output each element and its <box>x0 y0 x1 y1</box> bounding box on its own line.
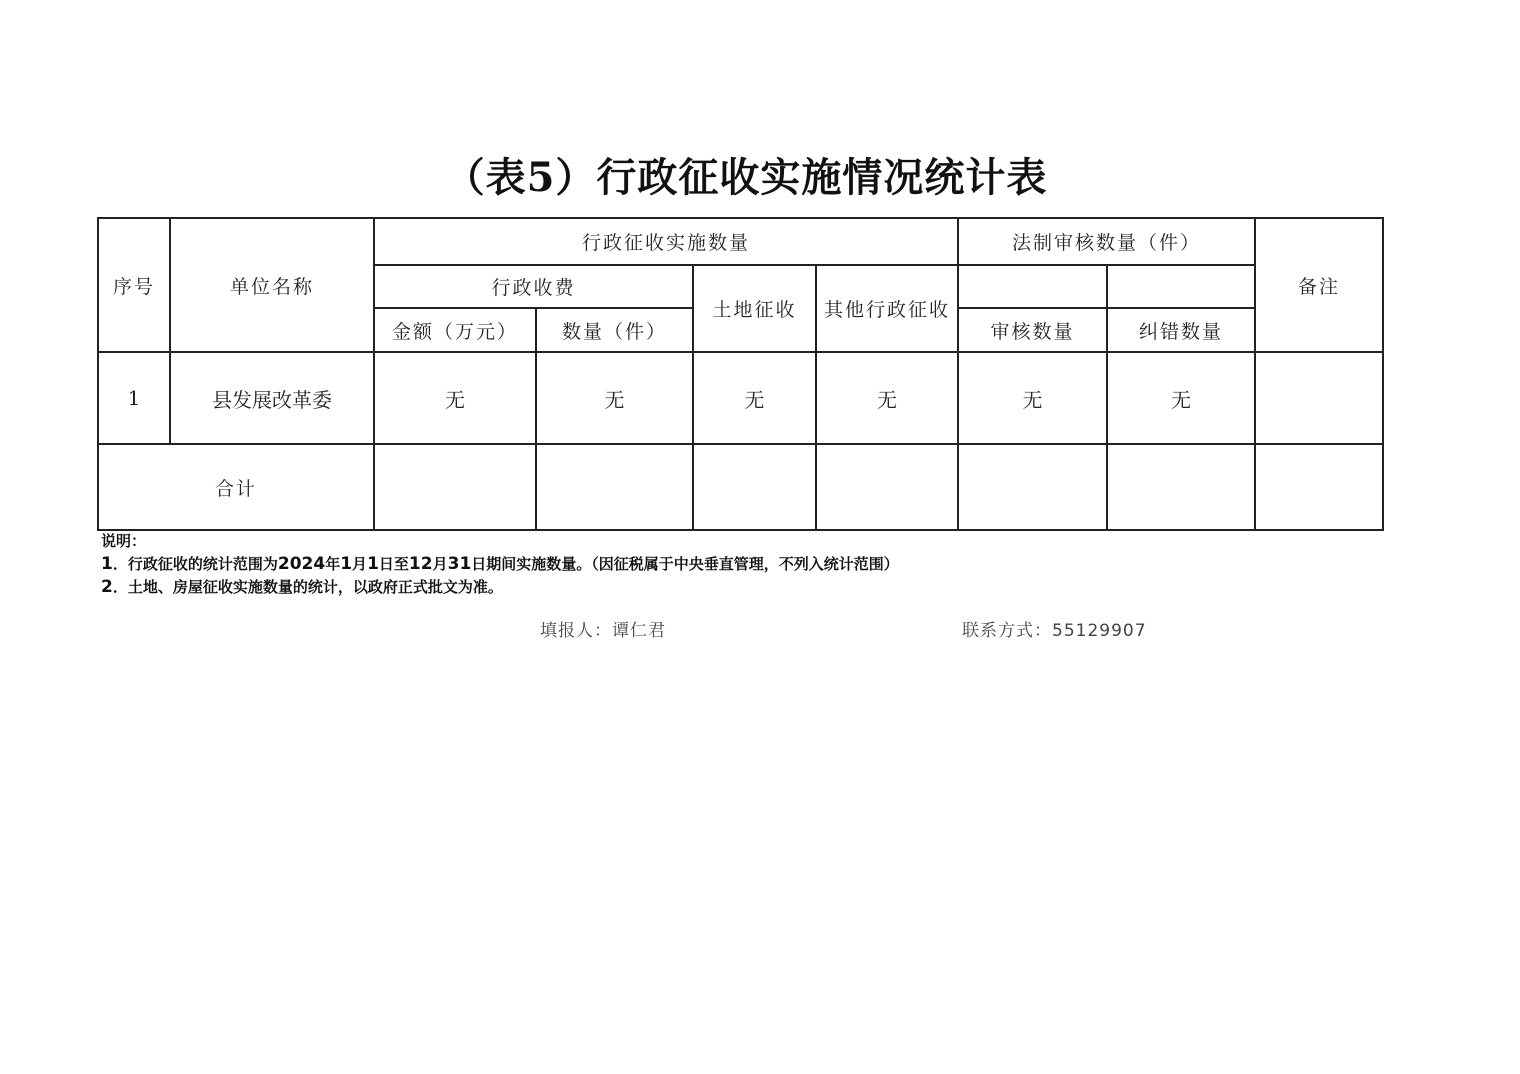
statistics-table <box>97 217 1384 531</box>
header-implementation-count: 行政征收实施数量 <box>374 218 958 265</box>
cell-count: 无 <box>536 352 693 444</box>
header-row-1 <box>98 218 1383 265</box>
header-land-expropriation: 土地征收 <box>693 265 816 352</box>
note-number: 1 <box>101 554 113 574</box>
header-amount: 金额（万元） <box>374 308 536 352</box>
notes <box>101 530 899 599</box>
header-admin-fee: 行政收费 <box>374 265 693 308</box>
total-label: 合计 <box>98 444 374 530</box>
header-correction-count: 纠错数量 <box>1107 308 1255 352</box>
cell-unit-name: 县发展改革委 <box>170 352 374 444</box>
table-row <box>98 352 1383 444</box>
header-other-expropriation: 其他行政征收 <box>816 265 958 352</box>
reporter-label: 填报人：谭仁君 <box>540 621 666 641</box>
total-cell <box>816 444 958 530</box>
cell-correction: 无 <box>1107 352 1255 444</box>
contact-label: 联系方式：55129907 <box>962 621 1147 641</box>
total-cell <box>693 444 816 530</box>
cell-review: 无 <box>958 352 1107 444</box>
total-cell <box>536 444 693 530</box>
note-item-1: 1．行政征收的统计范围为2024年1月1日至12月31日期间实施数量。（因征税属于中央垂直管理，不列入统计范围） <box>101 554 899 574</box>
cell-other: 无 <box>816 352 958 444</box>
total-cell <box>958 444 1107 530</box>
header-count: 数量（件） <box>536 308 693 352</box>
header-unit-name: 单位名称 <box>170 218 374 352</box>
total-cell <box>1255 444 1383 530</box>
cell-seq: 1 <box>98 352 170 444</box>
cell-amount: 无 <box>374 352 536 444</box>
cell-land: 无 <box>693 352 816 444</box>
note-number: 2 <box>101 577 113 597</box>
cell-remark <box>1255 352 1383 444</box>
header-seq: 序号 <box>98 218 170 352</box>
header-legal-review-count: 法制审核数量（件） <box>958 218 1255 265</box>
header-blank-cell <box>958 265 1107 308</box>
header-remark: 备注 <box>1255 218 1383 352</box>
total-cell <box>374 444 536 530</box>
header-blank-cell <box>1107 265 1255 308</box>
note-item-2: 2．土地、房屋征收实施数量的统计，以政府正式批文为准。 <box>101 577 503 597</box>
page-title: （表5）行政征收实施情况统计表 <box>444 154 1048 201</box>
header-review-count: 审核数量 <box>958 308 1107 352</box>
total-cell <box>1107 444 1255 530</box>
total-row <box>98 444 1383 530</box>
notes-heading: 说明： <box>101 532 147 550</box>
